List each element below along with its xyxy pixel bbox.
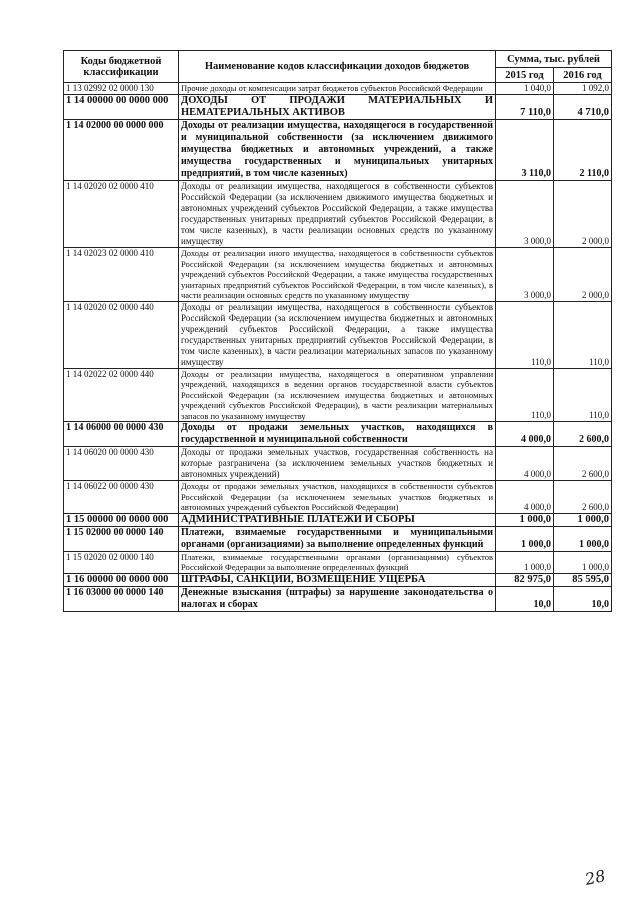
name-cell: Доходы от реализации имущества, находящегося в собственности субъектов Российской Федерации (за исключением движимого имущества бюджетных и автономных учреждений субъектов Российской Федерации, а также имущества государственных унитарных предприятий субъектов Российской Федерации, в том числе казенных), в части реализации основных средств по указанному имуществу (179, 181, 496, 248)
value-2015-cell: 4 000,0 (496, 481, 554, 514)
name-cell: Платежи, взимаемые государственными органами (организациями) субъектов Российской Федерации за выполнение определенных функций (179, 551, 496, 573)
code-cell: 1 14 02023 02 0000 410 (64, 248, 179, 302)
table-row (64, 248, 612, 302)
header-year-2016: 2016 год (554, 68, 612, 83)
code-cell: 1 16 03000 00 0000 140 (64, 586, 179, 611)
value-2016-cell: 110,0 (554, 301, 612, 368)
revenue-table (63, 50, 612, 612)
value-2016-cell: 2 110,0 (554, 120, 612, 181)
value-2015-cell: 10,0 (496, 586, 554, 611)
name-cell: ДОХОДЫ ОТ ПРОДАЖИ МАТЕРИАЛЬНЫХ И НЕМАТЕРИАЛЬНЫХ АКТИВОВ (179, 95, 496, 120)
value-2016-cell: 1 000,0 (554, 526, 612, 551)
name-cell: Доходы от продажи земельных участков, государственная собственность на которые разграничена (за исключением земельных участков бюджетных и автономных учреждений) (179, 447, 496, 481)
code-cell: 1 14 06000 00 0000 430 (64, 422, 179, 447)
value-2016-cell: 2 600,0 (554, 422, 612, 447)
value-2015-cell: 1 040,0 (496, 83, 554, 95)
code-cell: 1 14 02020 02 0000 410 (64, 181, 179, 248)
code-cell: 1 15 00000 00 0000 000 (64, 513, 179, 526)
code-cell: 1 14 06020 00 0000 430 (64, 447, 179, 481)
value-2016-cell: 2 000,0 (554, 248, 612, 302)
table-row (64, 573, 612, 586)
table-row (64, 368, 612, 422)
value-2015-cell: 110,0 (496, 301, 554, 368)
header-code: Коды бюджетной классификации (64, 51, 179, 83)
code-cell: 1 14 02022 02 0000 440 (64, 368, 179, 422)
value-2016-cell: 1 000,0 (554, 551, 612, 573)
header-name: Наименование кодов классификации доходов бюджетов (179, 51, 496, 83)
header-year-2015: 2015 год (496, 68, 554, 83)
code-cell: 1 15 02020 02 0000 140 (64, 551, 179, 573)
table-row (64, 422, 612, 447)
value-2016-cell: 2 600,0 (554, 447, 612, 481)
table-row (64, 586, 612, 611)
page-number: 28 (583, 866, 608, 889)
name-cell: Прочие доходы от компенсации затрат бюджетов субъектов Российской Федерации (179, 83, 496, 95)
table-row (64, 551, 612, 573)
value-2016-cell: 2 600,0 (554, 481, 612, 514)
name-cell: Доходы от продажи земельных участков, находящихся в собственности субъектов Российской Федерации (за исключением земельных участков бюджетных и автономных учреждений субъектов Российской Федерации) (179, 481, 496, 514)
value-2016-cell: 85 595,0 (554, 573, 612, 586)
table-row (64, 301, 612, 368)
name-cell: Доходы от реализации иного имущества, находящегося в собственности субъектов Российской Федерации (за исключением имущества бюджетных и автономных учреждений субъектов Российской Федерации, а также имущества государственных унитарных предприятий субъектов Российской Федерации, в том числе казенных), в части реализации основных средств по указанному имуществу (179, 248, 496, 302)
code-cell: 1 14 02020 02 0000 440 (64, 301, 179, 368)
value-2016-cell: 1 092,0 (554, 83, 612, 95)
name-cell: ШТРАФЫ, САНКЦИИ, ВОЗМЕЩЕНИЕ УЩЕРБА (179, 573, 496, 586)
value-2015-cell: 1 000,0 (496, 526, 554, 551)
code-cell: 1 16 00000 00 0000 000 (64, 573, 179, 586)
value-2015-cell: 4 000,0 (496, 422, 554, 447)
name-cell: АДМИНИСТРАТИВНЫЕ ПЛАТЕЖИ И СБОРЫ (179, 513, 496, 526)
value-2015-cell: 3 000,0 (496, 181, 554, 248)
value-2015-cell: 82 975,0 (496, 573, 554, 586)
value-2015-cell: 110,0 (496, 368, 554, 422)
name-cell: Доходы от реализации имущества, находящегося в государственной и муниципальной собственности (за исключением движимого имущества бюджетных и автономных учреждений, а также имущества государственных и муниципальных унитарных предприятий, в том числе казенных) (179, 120, 496, 181)
value-2016-cell: 110,0 (554, 368, 612, 422)
value-2016-cell: 10,0 (554, 586, 612, 611)
code-cell: 1 14 00000 00 0000 000 (64, 95, 179, 120)
value-2015-cell: 3 110,0 (496, 120, 554, 181)
value-2015-cell: 3 000,0 (496, 248, 554, 302)
name-cell: Доходы от реализации имущества, находящегося в собственности субъектов Российской Федерации (за исключением имущества бюджетных и автономных учреждений субъектов Российской Федерации, а также имущества государственных унитарных предприятий субъектов Российской Федерации, в том числе казенных), в части реализации материальных запасов по указанному имуществу (179, 301, 496, 368)
table-row (64, 513, 612, 526)
table-row (64, 95, 612, 120)
table-row (64, 83, 612, 95)
value-2016-cell: 2 000,0 (554, 181, 612, 248)
code-cell: 1 14 06022 00 0000 430 (64, 481, 179, 514)
code-cell: 1 14 02000 00 0000 000 (64, 120, 179, 181)
name-cell: Платежи, взимаемые государственными и муниципальными органами (организациями) за выполнение определенных функций (179, 526, 496, 551)
table-row (64, 481, 612, 514)
table-row (64, 181, 612, 248)
value-2015-cell: 7 110,0 (496, 95, 554, 120)
name-cell: Доходы от реализации имущества, находящегося в оперативном управлении учреждений, находящихся в ведении органов государственной власти субъектов Российской Федерации (за исключением имущества бюджетных и автономных учреждений субъектов Российской Федерации), в части реализации материальных запасов по указанному имуществу (179, 368, 496, 422)
value-2015-cell: 1 000,0 (496, 513, 554, 526)
value-2016-cell: 4 710,0 (554, 95, 612, 120)
table-row (64, 447, 612, 481)
code-cell: 1 15 02000 00 0000 140 (64, 526, 179, 551)
value-2015-cell: 4 000,0 (496, 447, 554, 481)
name-cell: Денежные взыскания (штрафы) за нарушение законодательства о налогах и сборах (179, 586, 496, 611)
table-row (64, 526, 612, 551)
name-cell: Доходы от продажи земельных участков, находящихся в государственной и муниципальной собственности (179, 422, 496, 447)
table-row (64, 120, 612, 181)
code-cell: 1 13 02992 02 0000 130 (64, 83, 179, 95)
value-2016-cell: 1 000,0 (554, 513, 612, 526)
header-sum: Сумма, тыс. рублей (496, 51, 612, 68)
value-2015-cell: 1 000,0 (496, 551, 554, 573)
